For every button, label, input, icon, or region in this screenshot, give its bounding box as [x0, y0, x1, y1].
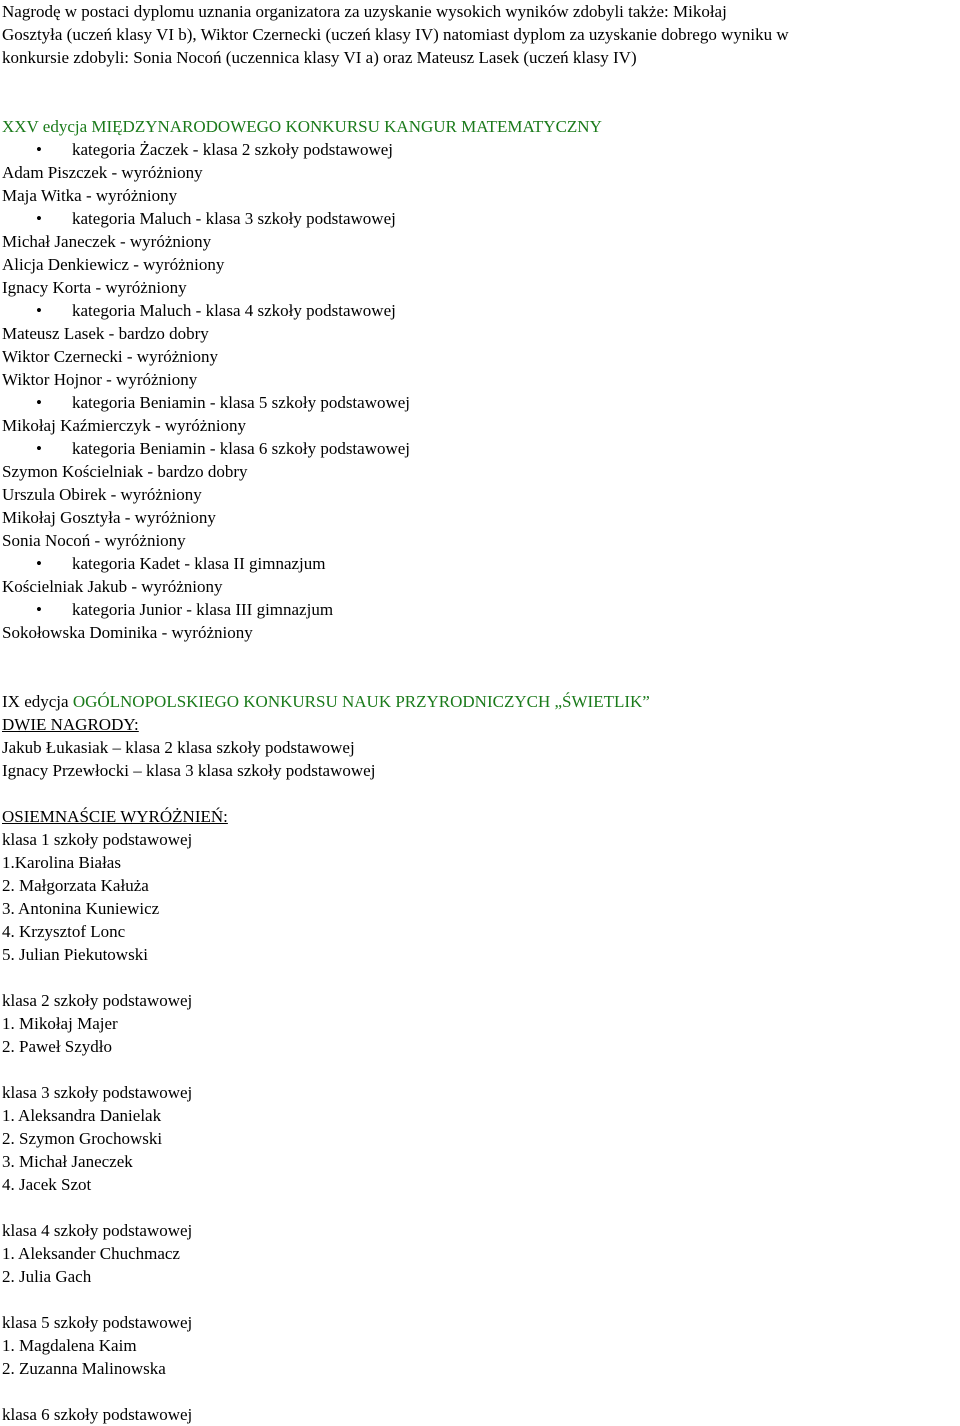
prizes-heading: DWIE NAGRODY:: [2, 715, 139, 734]
student-entry: Adam Piszczek - wyróżniony: [2, 163, 203, 182]
student-entry: Alicja Denkiewicz - wyróżniony: [2, 255, 225, 274]
category-heading: [2, 207, 960, 230]
bullet-icon: •: [36, 393, 42, 412]
student-entry: 1. Mikołaj Majer: [2, 1014, 118, 1033]
category-heading: [2, 299, 960, 322]
category-heading: [2, 552, 960, 575]
student-entry: Wiktor Czernecki - wyróżniony: [2, 347, 218, 366]
student-entry: Mikołaj Gosztyła - wyróżniony: [2, 508, 216, 527]
bullet-icon: •: [36, 439, 42, 458]
category-label: kategoria Beniamin - klasa 6 szkoły podstawowej: [72, 439, 411, 458]
student-entry: 2. Zuzanna Malinowska: [2, 1359, 166, 1378]
student-entry: 3. Antonina Kuniewicz: [2, 899, 160, 918]
category-heading: [2, 598, 960, 621]
category-label: kategoria Maluch - klasa 3 szkoły podstawowej: [72, 209, 396, 228]
student-entry: Sokołowska Dominika - wyróżniony: [2, 623, 253, 642]
category-label: kategoria Junior - klasa III gimnazjum: [72, 600, 334, 619]
prize-entry: Ignacy Przewłocki – klasa 3 klasa szkoły podstawowej: [2, 761, 376, 780]
category-label: kategoria Żaczek - klasa 2 szkoły podstawowej: [72, 140, 393, 159]
kangur-section: [2, 115, 960, 644]
class-heading: klasa 1 szkoły podstawowej: [2, 830, 193, 849]
student-entry: Wiktor Hojnor - wyróżniony: [2, 370, 198, 389]
student-entry: Urszula Obirek - wyróżniony: [2, 485, 202, 504]
student-entry: 1. Aleksander Chuchmacz: [2, 1244, 180, 1263]
student-entry: Kościelniak Jakub - wyróżniony: [2, 577, 223, 596]
student-entry: Ignacy Korta - wyróżniony: [2, 278, 187, 297]
student-entry: 2. Małgorzata Kałuża: [2, 876, 149, 895]
student-entry: Sonia Nocoń - wyróżniony: [2, 531, 186, 550]
bullet-icon: •: [36, 140, 42, 159]
student-entry: 3. Michał Janeczek: [2, 1152, 133, 1171]
bullet-icon: •: [36, 301, 42, 320]
intro-line: Nagrodę w postaci dyplomu uznania organizatora za uzyskanie wysokich wyników zdobyli także: Mikołaj: [2, 2, 727, 21]
category-heading: [2, 391, 960, 414]
class-heading: klasa 4 szkoły podstawowej: [2, 1221, 193, 1240]
swietlik-title: [2, 690, 960, 713]
class-heading: klasa 5 szkoły podstawowej: [2, 1313, 193, 1332]
student-entry: Szymon Kościelniak - bardzo dobry: [2, 462, 248, 481]
kangur-category-list: [2, 138, 960, 644]
kangur-name: MIĘDZYNARODOWEGO KONKURSU KANGUR MATEMATYCZNY: [91, 117, 602, 136]
swietlik-name: OGÓLNOPOLSKIEGO KONKURSU NAUK PRZYRODNICZYCH „ŚWIETLIK”: [72, 692, 650, 711]
swietlik-edition: IX edycja: [2, 692, 69, 711]
class-heading: klasa 2 szkoły podstawowej: [2, 991, 193, 1010]
student-entry: 2. Szymon Grochowski: [2, 1129, 163, 1148]
bullet-icon: •: [36, 600, 42, 619]
class-heading: klasa 6 szkoły podstawowej: [2, 1405, 193, 1424]
category-heading: [2, 437, 960, 460]
student-entry: 2. Paweł Szydło: [2, 1037, 113, 1056]
intro-line: Gosztyła (uczeń klasy VI b), Wiktor Czernecki (uczeń klasy IV) natomiast dyplom za uzyskanie dobrego wyniku w: [2, 25, 789, 44]
class-heading: klasa 3 szkoły podstawowej: [2, 1083, 193, 1102]
kangur-title: [2, 115, 960, 138]
student-entry: 1. Magdalena Kaim: [2, 1336, 137, 1355]
student-entry: 1.Karolina Białas: [2, 853, 121, 872]
student-entry: 1. Aleksandra Danielak: [2, 1106, 162, 1125]
kangur-edition: XXV edycja: [2, 117, 88, 136]
intro-line: konkursie zdobyli: Sonia Nocoń (uczennica klasy VI a) oraz Mateusz Lasek (uczeń klasy IV): [2, 48, 637, 67]
category-heading: [2, 138, 960, 161]
student-entry: Michał Janeczek - wyróżniony: [2, 232, 212, 251]
bullet-icon: •: [36, 554, 42, 573]
prizes-list: [2, 736, 960, 782]
category-label: kategoria Beniamin - klasa 5 szkoły podstawowej: [72, 393, 411, 412]
distinctions-heading: OSIEMNAŚCIE WYRÓŻNIEŃ:: [2, 807, 228, 826]
distinctions-groups: [2, 828, 960, 1426]
intro-paragraph: [2, 0, 960, 69]
prize-entry: Jakub Łukasiak – klasa 2 klasa szkoły podstawowej: [2, 738, 355, 757]
swietlik-section: [2, 690, 960, 1426]
student-entry: 2. Julia Gach: [2, 1267, 92, 1286]
student-entry: Mikołaj Kaźmierczyk - wyróżniony: [2, 416, 247, 435]
student-entry: 4. Jacek Szot: [2, 1175, 92, 1194]
category-label: kategoria Kadet - klasa II gimnazjum: [72, 554, 326, 573]
category-label: kategoria Maluch - klasa 4 szkoły podstawowej: [72, 301, 396, 320]
bullet-icon: •: [36, 209, 42, 228]
student-entry: 5. Julian Piekutowski: [2, 945, 148, 964]
student-entry: Mateusz Lasek - bardzo dobry: [2, 324, 209, 343]
student-entry: 4. Krzysztof Lonc: [2, 922, 126, 941]
student-entry: Maja Witka - wyróżniony: [2, 186, 178, 205]
